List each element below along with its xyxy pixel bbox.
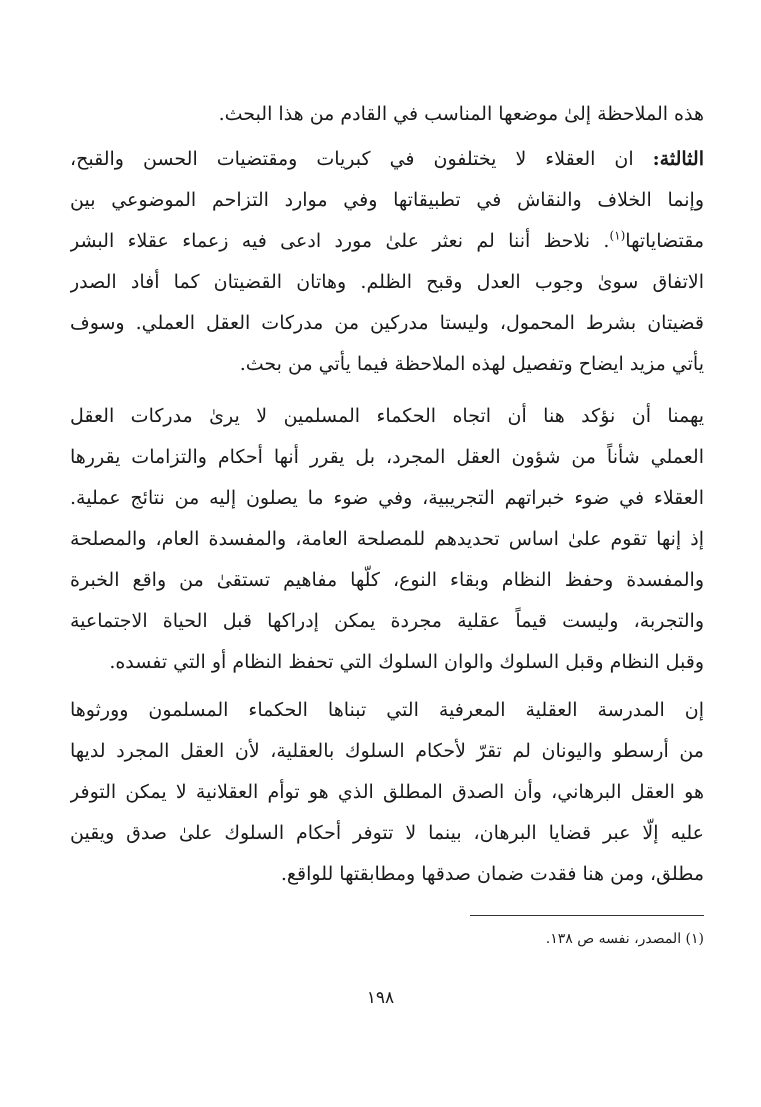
text-line: يأتي مزيد ايضاح وتفصيل لهذه الملاحظة فيما يأتي من بحث. [239,353,704,375]
text-span: مقتضاياتها [625,230,704,252]
text-span: ان العقلاء لا يختلفون في كبريات ومقتضيات الحسن والقبح، [70,148,634,170]
text-line: وقبل النظام وقبل السلوك والوان السلوك التي تحفظ النظام أو التي تفسده. [109,651,704,673]
text-span: . نلاحظ أننا لم نعثر علىٰ مورد ادعى فيه زعماء عقلاء البشر [70,230,610,252]
text-line: هذه الملاحظة إلىٰ موضعها المناسب في القادم من هذا البحث. [218,103,704,125]
footnote: (١) المصدر، نفسه ص ١٣٨. [545,931,704,947]
text-line [70,139,704,179]
text-line: عليه إلّا عبر قضايا البرهان، بينما لا تتوفر أحكام السلوك علىٰ صدق ويقين [70,822,704,844]
text-line: مطلق، ومن هنا فقدت ضمان صدقها ومطابقتها للواقع. [280,863,704,885]
section-lead: الثالثة: [652,148,704,170]
text-line: إذ إنها تقوم علىٰ اساس تحديدهم للمصلحة العامة، والمفسدة العام، والمصلحة [70,528,704,550]
text-line: العملي شأناً من شؤون العقل المجرد، بل يقرر أنها أحكام والتزامات يقررها [70,446,704,468]
text-line: هو العقل البرهاني، وأن الصدق المطلق الذي هو توأم العقلانية لا يمكن التوفر [70,781,704,803]
footnote-marker: (١) [609,228,626,243]
text-line: والتجربة، وليست قيماً عقلية مجردة يمكن إدراكها قبل الحياة الاجتماعية [70,610,704,632]
text-line: يهمنا أن نؤكد هنا أن اتجاه الحكماء المسلمين لا يرىٰ مدركات العقل [70,405,704,427]
page-number: ١٩٨ [366,988,395,1008]
text-line: إن المدرسة العقلية المعرفية التي تبناها الحكماء المسلمون وورثوها [70,699,704,721]
text-line [70,221,704,261]
text-line: العقلاء في ضوء خبراتهم التجريبية، وفي ضوء ما يصلون إليه من نتائج عملية. [70,487,704,509]
text-line: والمفسدة وحفظ النظام وبقاء النوع، كلّها مفاهيم تستقىٰ من واقع الخبرة [70,569,704,591]
text-line: وإنما الخلاف والنقاش في تطبيقاتها وفي موارد التزاحم الموضوعي بين [70,189,704,211]
footnote-divider [470,915,704,916]
text-line: الاتفاق سوىٰ وجوب العدل وقبح الظلم. وهاتان القضيتان كما أفاد الصدر [70,271,704,293]
text-line: قضيتان بشرط المحمول، وليستا مدركين من مدركات العقل العملي. وسوف [70,312,704,334]
text-line: من أرسطو واليونان لم تقرّ لأحكام السلوك بالعقلية، لأن العقل المجرد لديها [70,740,704,762]
